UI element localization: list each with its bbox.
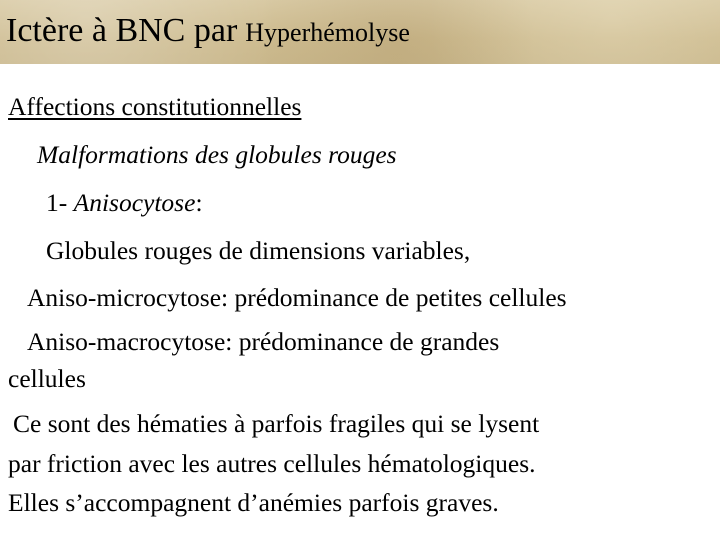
text-line-hematies: Ce sont des hématies à parfois fragiles qui se lysent [13,409,540,438]
subheading-malformations: Malformations des globules rouges [37,140,397,169]
heading-affections: Affections constitutionnelles [8,92,302,121]
text-line-macrocytose: Aniso-macrocytose: prédominance de grandes [27,327,500,356]
title-bar [0,0,720,64]
text-line-dimensions: Globules rouges de dimensions variables, [46,236,471,265]
text-line-anemies: Elles s’accompagnent d’anémies parfois graves. [8,488,499,517]
text-line-friction: par friction avec les autres cellules hématologiques. [8,449,536,478]
text-line-microcytose: Aniso-microcytose: prédominance de petites cellules [27,283,567,312]
list-item-number: 1- [46,188,68,217]
slide-title-main: Ictère à BNC par [6,12,238,49]
list-item-anisocytose [46,190,203,216]
list-item-colon: : [195,188,203,217]
list-item-term: Anisocytose [73,188,196,217]
slide-title-sub: Hyperhémolyse [245,18,410,47]
text-line-cellules: cellules [8,364,86,393]
slide-title [6,14,410,48]
